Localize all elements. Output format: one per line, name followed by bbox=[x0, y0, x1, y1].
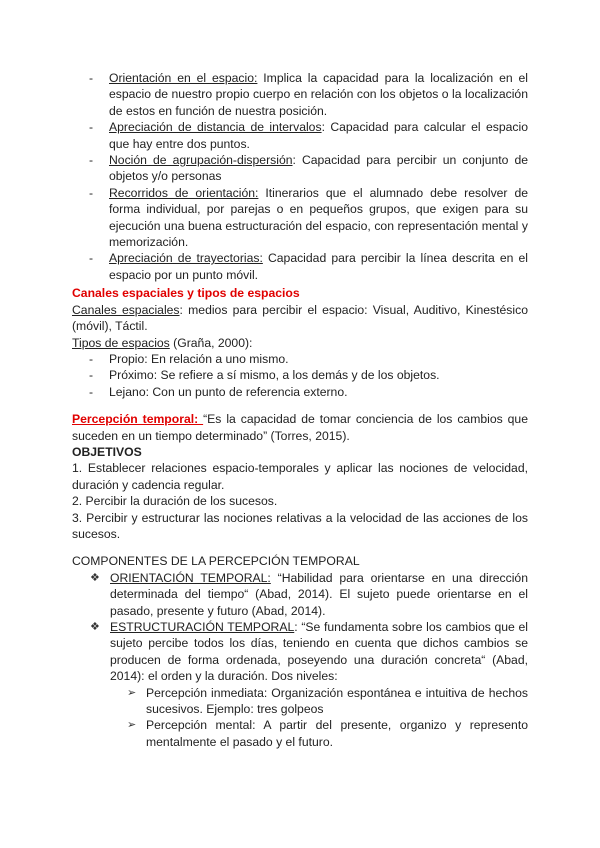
term: Tipos de espacios bbox=[72, 335, 170, 350]
term: Noción de agrupación-dispersión bbox=[109, 153, 293, 168]
list-item bbox=[72, 367, 528, 383]
definition: : Capacidad para calcular el espacio que hay entre dos puntos. bbox=[109, 120, 528, 151]
term: ORIENTACIÓN TEMPORAL: bbox=[110, 570, 271, 585]
temporal-definition bbox=[72, 411, 528, 444]
term: Apreciación de trayectorias: bbox=[109, 251, 263, 266]
term: Orientación en el espacio: bbox=[109, 71, 258, 85]
section-heading-canales: Canales espaciales y tipos de espacios bbox=[72, 286, 300, 301]
componentes-heading: COMPONENTES DE LA PERCEPCIÓN TEMPORAL bbox=[72, 554, 360, 569]
definition: “Es la capacidad de tomar conciencia de los cambios que suceden en un tiempo determinado” (Torres, 2015). bbox=[72, 412, 528, 443]
dash-marker: - bbox=[89, 251, 94, 266]
dash-marker: - bbox=[89, 71, 94, 85]
niveles-list bbox=[110, 685, 528, 751]
dash-marker: - bbox=[89, 384, 94, 399]
item-text: Percepción inmediata: Organización espontánea e intuitiva de hechos sucesivos. Ejemplo: tres golpeos bbox=[146, 685, 528, 717]
objetivo-item: 1. Establecer relaciones espacio-temporales y aplicar las nociones de velocidad, duración y cadencia regular. bbox=[72, 461, 528, 492]
list-item bbox=[72, 152, 528, 185]
document-content bbox=[72, 70, 528, 750]
item-text: Propio: En relación a uno mismo. bbox=[109, 351, 289, 366]
dash-marker: - bbox=[89, 368, 94, 383]
dash-marker: - bbox=[89, 351, 94, 366]
item-text: Próximo: Se refiere a sí mismo, a los demás y de los objetos. bbox=[109, 368, 440, 383]
componentes-list bbox=[72, 570, 528, 750]
list-item bbox=[72, 185, 528, 251]
list-item bbox=[72, 351, 528, 367]
spatial-components-list bbox=[72, 70, 528, 283]
term: ESTRUCTURACIÓN TEMPORAL bbox=[110, 620, 295, 634]
term: Recorridos de orientación: bbox=[109, 185, 259, 200]
list-item bbox=[72, 70, 528, 119]
definition: Capacidad para percibir la línea descrita en el espacio por un punto móvil. bbox=[109, 251, 528, 282]
list-item bbox=[72, 119, 528, 152]
list-item bbox=[72, 250, 528, 283]
item-text: Lejano: Con un punto de referencia externo. bbox=[109, 384, 348, 399]
dash-marker: - bbox=[89, 120, 94, 135]
section-heading-temporal: Percepción temporal: bbox=[72, 412, 204, 427]
canales-paragraph bbox=[72, 302, 528, 335]
definition: Implica la capacidad para la localización en el espacio de nuestro propio cuerpo en relación con los objetos o la localización de estos en función de nuestra posición. bbox=[109, 71, 529, 118]
diamond-bullet-icon: ❖ bbox=[90, 621, 100, 633]
objetivos-heading: OBJETIVOS bbox=[72, 444, 142, 459]
objetivo-item: 2. Percibir la duración de los sucesos. bbox=[72, 494, 278, 509]
term: Canales espaciales bbox=[72, 302, 180, 317]
dash-marker: - bbox=[89, 153, 94, 168]
tipos-paragraph bbox=[72, 335, 528, 351]
list-item bbox=[72, 619, 528, 750]
list-item bbox=[72, 570, 528, 619]
definition: : medios para percibir el espacio: Visual, Auditivo, Kinestésico (móvil), Táctil. bbox=[72, 302, 528, 334]
definition: “Habilidad para orientarse en una dirección determinada del tiempo“ (Abad, 2014). El sujeto puede orientarse en el pasado, presente y futuro (Abad, 2014). bbox=[110, 570, 528, 618]
item-text: Percepción mental: A partir del presente, organizo y represento mentalmente el pasado y el futuro. bbox=[146, 718, 528, 749]
list-item bbox=[72, 384, 528, 400]
arrow-bullet-icon: ➢ bbox=[127, 719, 137, 732]
term: Apreciación de distancia de intervalos bbox=[109, 120, 322, 135]
objetivo-item: 3. Percibir y estructurar las nociones relativas a la velocidad de las acciones de los sucesos. bbox=[72, 510, 528, 541]
definition: : Capacidad para percibir un conjunto de objetos y/o personas bbox=[109, 153, 528, 184]
dash-marker: - bbox=[89, 185, 94, 200]
arrow-bullet-icon: ➢ bbox=[127, 686, 137, 699]
definition: Itinerarios que el alumnado debe resolver de forma individual, por parejas o en pequeños grupos, que exigen para su ejecución una buena estructuración del espacio, con representación mental y memorización. bbox=[109, 185, 529, 250]
tipos-list bbox=[72, 351, 528, 400]
list-item bbox=[110, 685, 528, 718]
definition: : “Se fundamenta sobre los cambios que el sujeto percibe todos los días, teniendo en cuenta que dichos cambios se producen de forma ordenada, poseyendo una duración concreta“ (Abad, 2014): el orden y la duración. Dos niveles: bbox=[110, 620, 528, 684]
diamond-bullet-icon: ❖ bbox=[90, 571, 100, 584]
list-item bbox=[110, 717, 528, 750]
citation: (Graña, 2000): bbox=[169, 335, 253, 350]
